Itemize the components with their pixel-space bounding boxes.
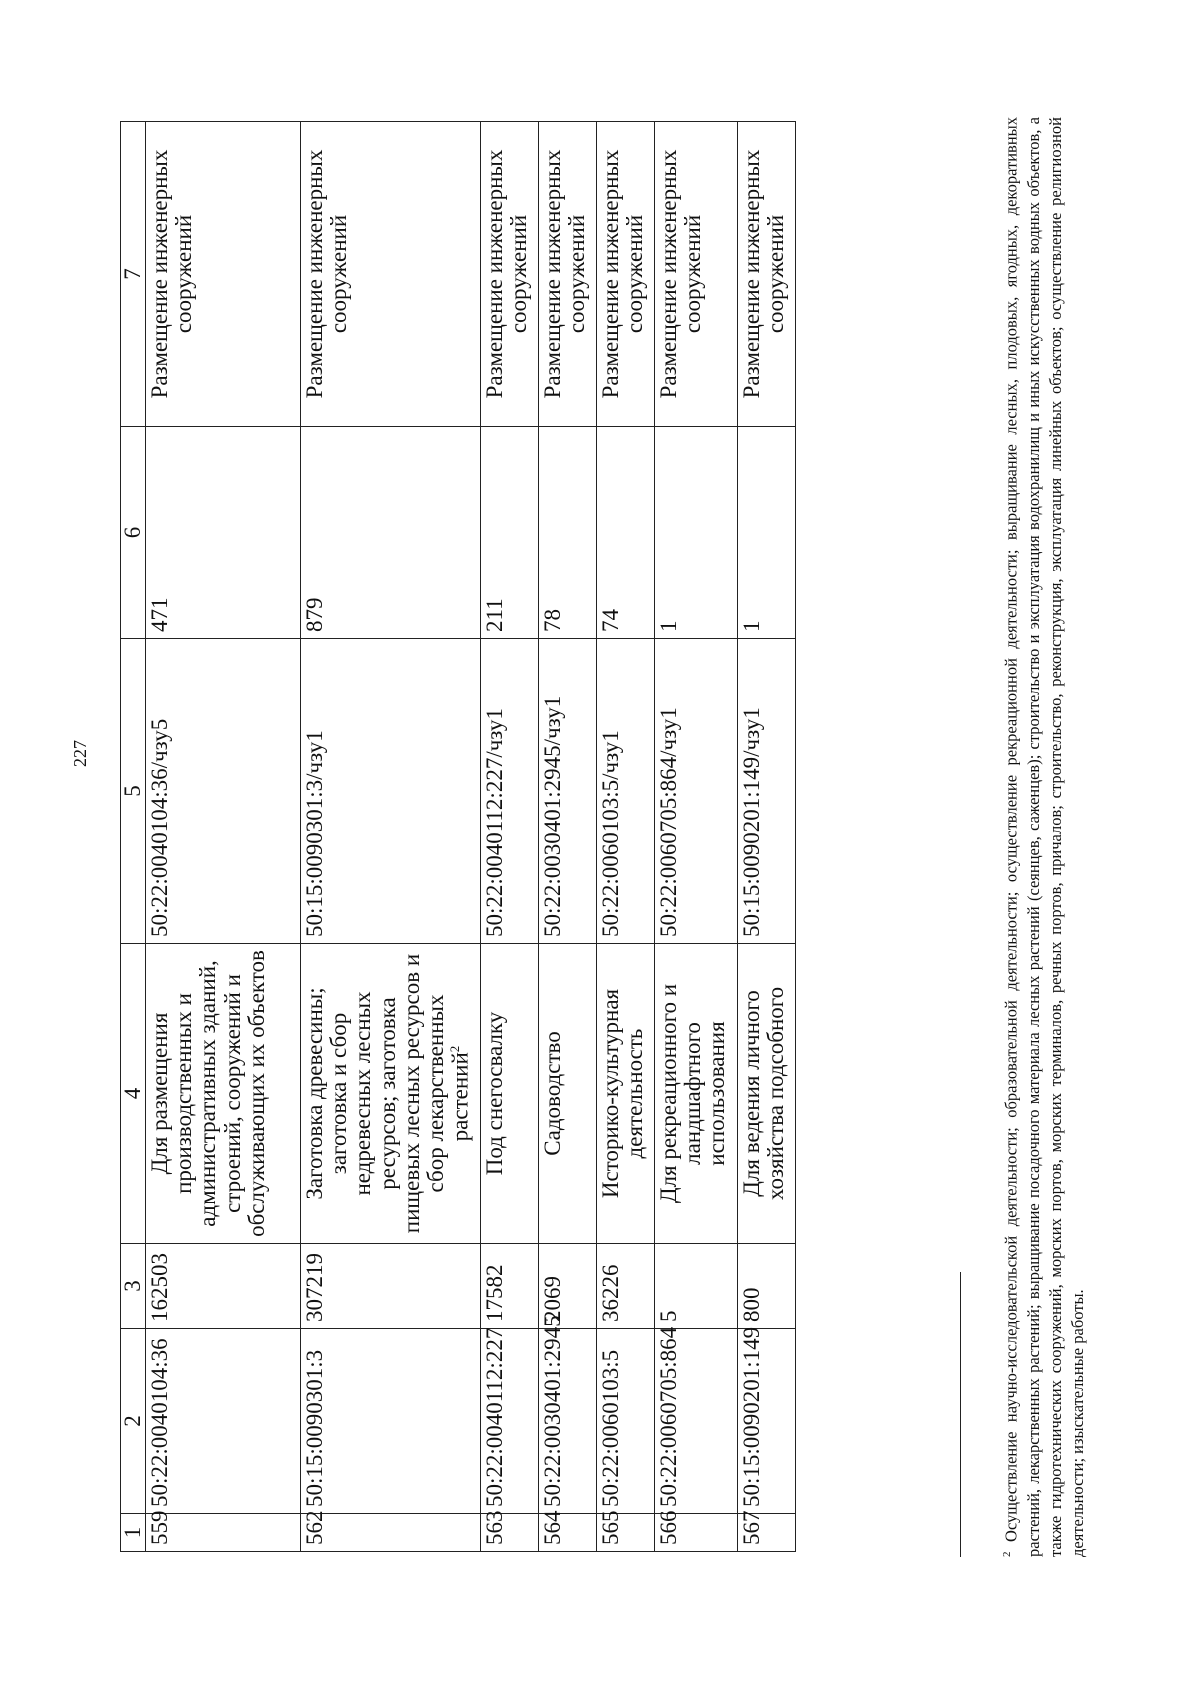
- usage-purpose: Размещение инженерных сооружений: [738, 122, 796, 427]
- cadastral-number: 50:15:0090201:149: [738, 1329, 796, 1514]
- area-value: 36226: [597, 1244, 655, 1329]
- row-number: 562: [301, 1514, 481, 1552]
- part-cadastral-number: 50:22:0040104:36/чзу5: [146, 639, 301, 944]
- cadastral-number: 50:15:0090301:3: [301, 1329, 481, 1514]
- part-area-value: 211: [481, 427, 539, 639]
- area-value: 307219: [301, 1244, 481, 1329]
- area-value: 2069: [539, 1244, 597, 1329]
- row-number: 566: [655, 1514, 738, 1552]
- header-cell: 1: [121, 1514, 146, 1552]
- header-cell: 4: [121, 944, 146, 1244]
- part-area-value: 1: [655, 427, 738, 639]
- area-value: 162503: [146, 1244, 301, 1329]
- footnote-separator: [960, 1272, 961, 1557]
- row-number: 559: [146, 1514, 301, 1552]
- part-cadastral-number: 50:22:0040112:227/чзу1: [481, 639, 539, 944]
- page-number: 227: [70, 740, 90, 767]
- cadastral-number: 50:22:0040112:227: [481, 1329, 539, 1514]
- cadastral-number: 50:22:0060103:5: [597, 1329, 655, 1514]
- cadastral-number: 50:22:0060705:864: [655, 1329, 738, 1514]
- permitted-use: Для рекреационного и ландшафтного использования: [655, 944, 738, 1244]
- footnote-text: Осуществление научно-исследовательской деятельности; образовательной деятельности; осуществление рекреационной деятельности; выращивание лесных, плодовых, ягодных, декоративных растений, лекарственных растений; выращивание посадочного материала лесных растений (сеянцев, саженцев); строительство и эксплуатация водохранилищ и иных искусственных водных объектов, а также гидротехнических сооружений, морских портов, морских терминалов, речных портов, причалов; строительство, реконструкция, эксплуатация линейных объектов; осуществление религиозной деятельности; изыскательные работы.: [1001, 117, 1088, 1557]
- permitted-use-text: Заготовка древесины; заготовка и сбор недревесных лесных ресурсов; заготовка пищевых лесных ресурсов и сбор лекарственных растений: [302, 953, 473, 1234]
- row-number: 563: [481, 1514, 539, 1552]
- usage-purpose: Размещение инженерных сооружений: [481, 122, 539, 427]
- area-value: 800: [738, 1244, 796, 1329]
- table-row: [738, 122, 796, 1552]
- usage-purpose: Размещение инженерных сооружений: [301, 122, 481, 427]
- land-plots-table: [120, 121, 796, 1552]
- footnote: [1000, 117, 1090, 1557]
- header-cell: 7: [121, 122, 146, 427]
- table-row: [301, 122, 481, 1552]
- header-cell: 2: [121, 1329, 146, 1514]
- cadastral-number: 50:22:0030401:2945: [539, 1329, 597, 1514]
- part-cadastral-number: 50:15:0090301:3/чзу1: [301, 639, 481, 944]
- area-value: 17582: [481, 1244, 539, 1329]
- part-area-value: 1: [738, 427, 796, 639]
- usage-purpose: Размещение инженерных сооружений: [539, 122, 597, 427]
- row-number: 564: [539, 1514, 597, 1552]
- area-value: 5: [655, 1244, 738, 1329]
- part-area-value: 74: [597, 427, 655, 639]
- table-row: [481, 122, 539, 1552]
- footnote-marker: 2: [1001, 1551, 1013, 1557]
- table-row: [597, 122, 655, 1552]
- part-cadastral-number: 50:22:0030401:2945/чзу1: [539, 639, 597, 944]
- table-row: [539, 122, 597, 1552]
- part-area-value: 471: [146, 427, 301, 639]
- permitted-use: Для ведения личного хозяйства подсобного: [738, 944, 796, 1244]
- table-row: [655, 122, 738, 1552]
- footnote-reference: 2: [446, 1045, 462, 1053]
- header-cell: 3: [121, 1244, 146, 1329]
- row-number: 565: [597, 1514, 655, 1552]
- table-header-row: [121, 122, 146, 1552]
- cadastral-number: 50:22:0040104:36: [146, 1329, 301, 1514]
- part-area-value: 879: [301, 427, 481, 639]
- part-area-value: 78: [539, 427, 597, 639]
- row-number: 567: [738, 1514, 796, 1552]
- header-cell: 5: [121, 639, 146, 944]
- part-cadastral-number: 50:22:0060103:5/чзу1: [597, 639, 655, 944]
- permitted-use: Под снегосвалку: [481, 944, 539, 1244]
- part-cadastral-number: 50:15:0090201:149/чзу1: [738, 639, 796, 944]
- permitted-use: Для размещения производственных и административных зданий, строений, сооружений и обслуживающих их объектов: [146, 944, 301, 1244]
- usage-purpose: Размещение инженерных сооружений: [597, 122, 655, 427]
- part-cadastral-number: 50:22:0060705:864/чзу1: [655, 639, 738, 944]
- permitted-use: Историко-культурная деятельность: [597, 944, 655, 1244]
- permitted-use: Садоводство: [539, 944, 597, 1244]
- header-cell: 6: [121, 427, 146, 639]
- usage-purpose: Размещение инженерных сооружений: [655, 122, 738, 427]
- usage-purpose: Размещение инженерных сооружений: [146, 122, 301, 427]
- table-row: [146, 122, 301, 1552]
- permitted-use: [301, 944, 481, 1244]
